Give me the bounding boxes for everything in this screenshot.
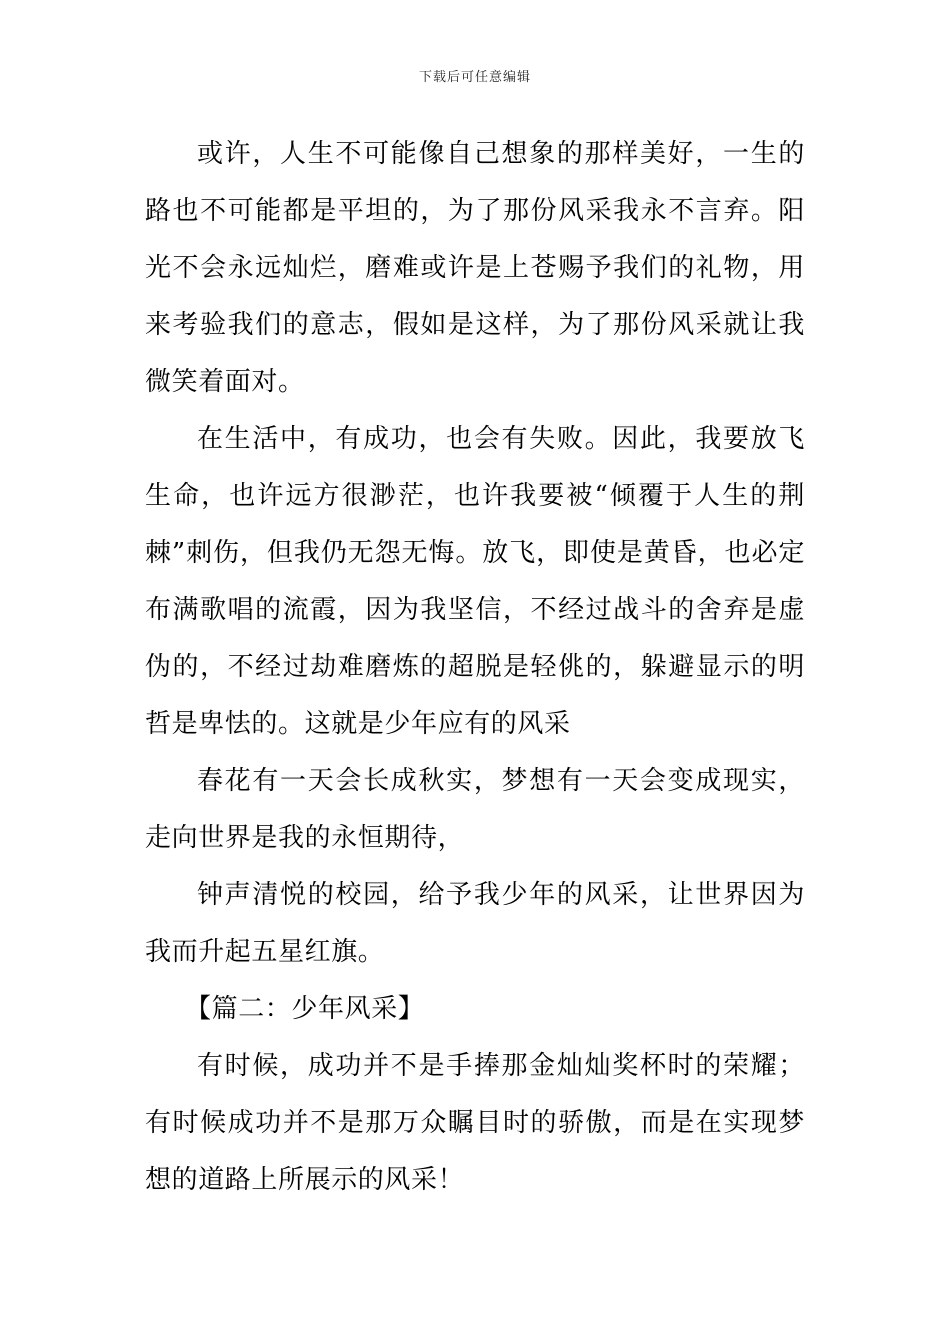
- paragraph-3: 春花有一天会长成秋实，梦想有一天会变成现实，走向世界是我的永恒期待，: [145, 766, 805, 853]
- section-paragraph-1: 有时候，成功并不是手捧那金灿灿奖杯时的荣耀；有时候成功并不是那万众瞩目时的骄傲，而是在实现梦想的道路上所展示的风采！: [145, 1051, 805, 1195]
- document-body: [145, 126, 805, 1209]
- paragraph-4: 钟声清悦的校园，给予我少年的风采，让世界因为我而升起五星红旗。: [145, 880, 805, 967]
- paragraph-1: 或许，人生不可能像自己想象的那样美好，一生的路也不可能都是平坦的，为了那份风采我永不言弃。阳光不会永远灿烂，磨难或许是上苍赐予我们的礼物，用来考验我们的意志，假如是这样，为了那份风采就让我微笑着面对。: [145, 139, 805, 397]
- section-heading: 【篇二：少年风采】: [185, 994, 425, 1024]
- paragraph-2: 在生活中，有成功，也会有失败。因此，我要放飞生命，也许远方很渺茫，也许我要被“倾覆于人生的荆棘”刺伤，但我仍无怨无悔。放飞，即使是黄昏，也必定布满歌唱的流霞，因为我坚信，不经过战斗的舍弃是虚伪的，不经过劫难磨炼的超脱是轻佻的，躲避显示的明哲是卑怯的。这就是少年应有的风采: [145, 424, 805, 739]
- header-note: 下载后可任意编辑: [418, 70, 531, 85]
